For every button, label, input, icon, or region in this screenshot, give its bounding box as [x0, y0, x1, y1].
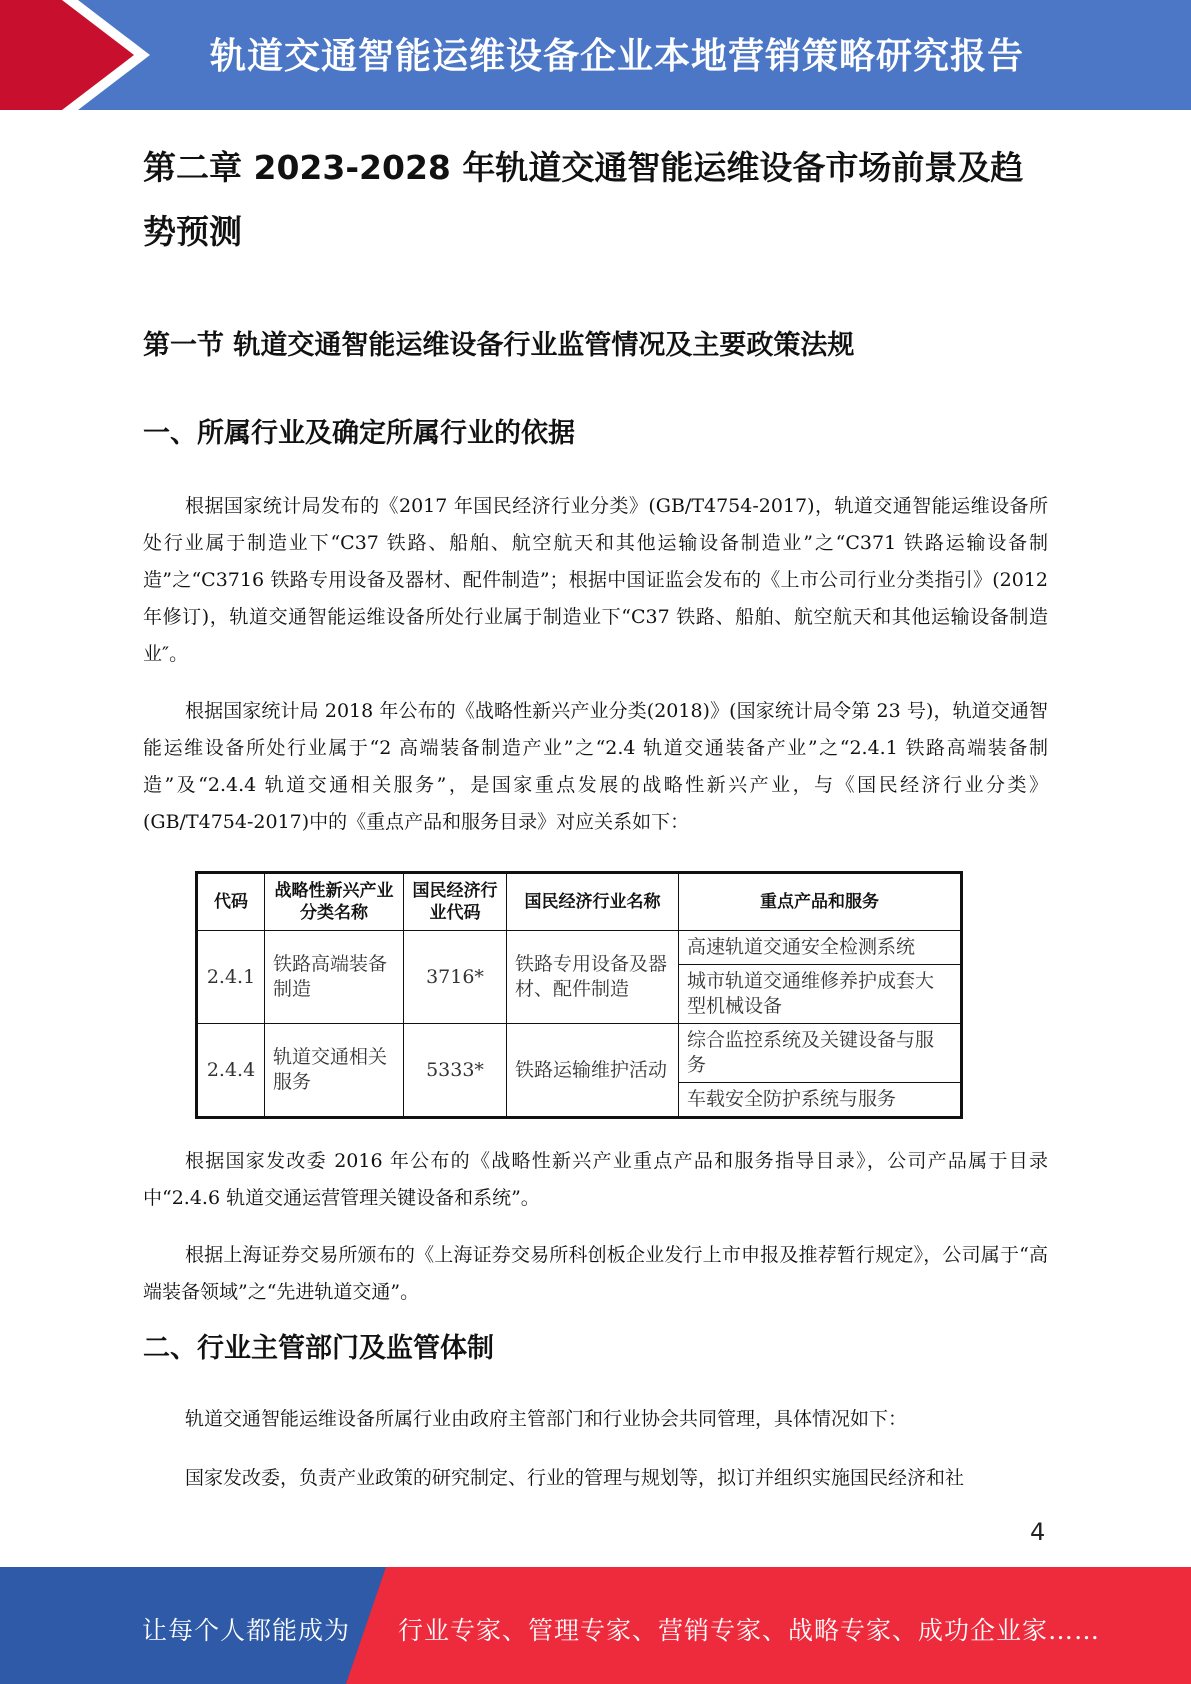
cell-product: 高速轨道交通安全检测系统 — [679, 931, 962, 965]
table-row — [197, 931, 962, 965]
subsection-title-2: 二、行业主管部门及监管体制 — [143, 1333, 494, 1364]
header-category-name: 战略性新兴产业分类名称 — [265, 873, 404, 931]
cell-code: 2.4.4 — [197, 1024, 265, 1118]
cell-product: 城市轨道交通维修养护成套大型机械设备 — [679, 965, 962, 1024]
footer-slogan-left: 让每个人都能成为 — [142, 1616, 351, 1645]
header-code: 代码 — [197, 873, 265, 931]
cell-industry-code: 3716* — [404, 931, 507, 1024]
header-banner — [0, 0, 1191, 110]
cell-code: 2.4.1 — [197, 931, 265, 1024]
industry-classification-table — [195, 871, 963, 1119]
footer-banner — [0, 1567, 1191, 1684]
cell-industry-code: 5333* — [404, 1024, 507, 1118]
section-title: 第一节 轨道交通智能运维设备行业监管情况及主要政策法规 — [143, 330, 855, 361]
cell-category-name: 轨道交通相关服务 — [265, 1024, 404, 1118]
paragraph: 国家发改委，负责产业政策的研究制定、行业的管理与规划等，拟订并组织实施国民经济和社 — [185, 1467, 965, 1489]
paragraph: 根据国家统计局发布的《2017 年国民经济行业分类》(GB/T4754-2017)，轨道交通智能运维设备所处行业属于制造业下“C37 铁路、船舶、航空航天和其他运输设备制造业”之“C371 铁路运输设备制造”之“C3716 铁路专用设备及器材、配件制造”；根据中国证监会发布的《上市公司行业分类指引》(2012 年修订)，轨道交通智能运维设备所处行业属于制造业下“C37 铁路、船舶、航空航天和其他运输设备制造业″。 — [143, 495, 1048, 665]
report-title: 轨道交通智能运维设备企业本地营销策略研究报告 — [210, 36, 1025, 77]
header-key-products: 重点产品和服务 — [679, 873, 962, 931]
header-industry-name: 国民经济行业名称 — [507, 873, 679, 931]
cell-industry-name: 铁路专用设备及器材、配件制造 — [507, 931, 679, 1024]
cell-category-name: 铁路高端装备制造 — [265, 931, 404, 1024]
cell-product: 综合监控系统及关键设备与服务 — [679, 1024, 962, 1083]
paragraph: 根据国家发改委 2016 年公布的《战略性新兴产业重点产品和服务指导目录》，公司产品属于目录中“2.4.6 轨道交通运营管理关键设备和系统”。 — [143, 1150, 1048, 1209]
footer-slogan-right: 行业专家、管理专家、营销专家、战略专家、成功企业家…… — [398, 1616, 1101, 1645]
subsection-title-1: 一、所属行业及确定所属行业的依据 — [143, 418, 575, 449]
header-industry-code: 国民经济行业代码 — [404, 873, 507, 931]
paragraph: 轨道交通智能运维设备所属行业由政府主管部门和行业协会共同管理，具体情况如下： — [185, 1408, 908, 1430]
page-number: 4 — [1030, 1518, 1046, 1546]
industry-classification-table-wrapper — [195, 871, 1048, 1119]
cell-product: 车载安全防护系统与服务 — [679, 1083, 962, 1118]
table-row — [197, 1024, 962, 1083]
header-red-chevron — [0, 0, 150, 110]
cell-industry-name: 铁路运输维护活动 — [507, 1024, 679, 1118]
chapter-title: 第二章 2023-2028 年轨道交通智能运维设备市场前景及趋势预测 — [143, 148, 1024, 251]
table-header-row — [197, 873, 962, 931]
paragraph: 根据国家统计局 2018 年公布的《战略性新兴产业分类(2018)》(国家统计局令第 23 号)，轨道交通智能运维设备所处行业属于“2 高端装备制造产业”之“2.4 轨道交通装备产业”之“2.4.1 铁路高端装备制造”及“2.4.4 轨道交通相关服务”，是国家重点发展的战略性新兴产业，与《国民经济行业分类》(GB/T4754-2017)中的《重点产品和服务目录》对应关系如下： — [143, 700, 1048, 833]
paragraph: 根据上海证券交易所颁布的《上海证券交易所科创板企业发行上市申报及推荐暂行规定》，公司属于“高端装备领域”之“先进轨道交通”。 — [143, 1244, 1048, 1303]
page-content — [143, 110, 1048, 1497]
